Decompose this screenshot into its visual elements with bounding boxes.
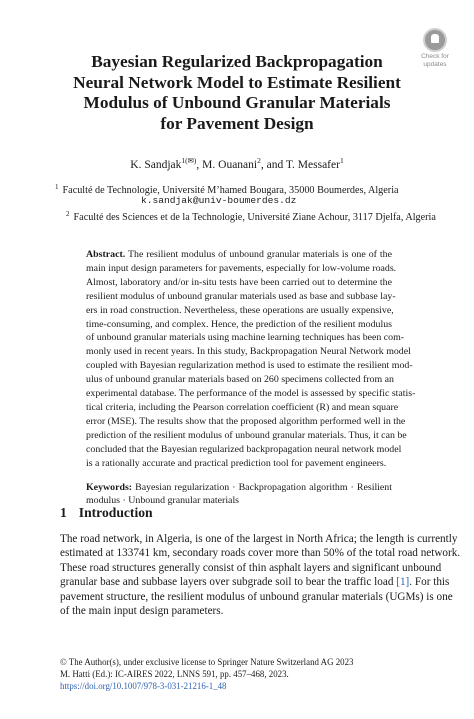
author-messafer: , and T. Messafer: [260, 159, 340, 171]
author-email[interactable]: k.sandjak@univ-boumerdes.dz: [141, 195, 297, 206]
abstract-line: is a rationally accurate and practical prediction tool for pavement engineers.: [86, 457, 387, 469]
author-sandjak: K. Sandjak: [130, 159, 182, 171]
author-ouanani-sup: 2: [257, 156, 261, 165]
affiliation-1-number: 1: [55, 183, 59, 191]
publication-line: M. Hatti (Ed.): IC-AIRES 2022, LNNS 591, pp. 457–468, 2023.: [60, 668, 289, 679]
author-list: [0, 154, 474, 172]
body-line: These road structures generally consist of thin asphalt layers and significant unbound: [60, 561, 442, 574]
affiliation-2-number: 2: [66, 210, 70, 218]
author-messafer-sup: 1: [339, 156, 344, 165]
citation-link[interactable]: [1]: [396, 576, 410, 589]
bookmark-icon: [423, 28, 447, 52]
abstract-line: resilient modulus of unbound granular materials used as base and subbase lay-: [86, 290, 396, 302]
abstract-line: time-consuming, and complex. Hence, the prediction of the resilient modulus: [86, 318, 392, 330]
abstract-label: Abstract.: [86, 249, 126, 260]
body-line: The road network, in Algeria, is one of the largest in North Africa; the length is currently: [60, 533, 458, 545]
abstract-line: prediction of the resilient modulus of unbound granular materials. Thus, it can be: [86, 429, 407, 441]
title-line-2: Neural Network Model to Estimate Resilient: [73, 72, 401, 92]
abstract-line: monly used in recent years. In this study, Backpropagation Neural Network model: [86, 346, 411, 358]
abstract-line: concluded that the Bayesian regularized backpropagation neural network model: [86, 443, 402, 455]
paper-title: [60, 52, 414, 134]
abstract-line: Almost, laboratory and/or in-situ tests have been carried out to determine the: [86, 276, 392, 288]
body-line: granular base and subbase layers over subgrade soil to bear the traffic load [1]. For this: [60, 576, 450, 589]
author-sandjak-sup: 1(✉): [181, 156, 197, 165]
copyright-line: © The Author(s), under exclusive license to Springer Nature Switzerland AG 2023: [60, 657, 354, 667]
abstract-line: coupled with Bayesian regularization method is used to estimate the resilient mod-: [86, 360, 413, 372]
title-line-4: for Pavement Design: [160, 113, 314, 133]
check-for-updates-badge[interactable]: [417, 28, 453, 66]
affiliation-1-text: Faculté de Technologie, Université M’hamed Bougara, 35000 Boumerdes, Algeria: [62, 185, 399, 196]
doi-link[interactable]: https://doi.org/10.1007/978-3-031-21216-1_48: [60, 680, 227, 691]
abstract-line: tical criteria, including the Pearson correlation coefficient (R) and mean square: [86, 401, 399, 413]
abstract-block: [86, 248, 416, 508]
keywords-line: Keywords: Bayesian regularization · Backpropagation algorithm · Resilient: [86, 481, 392, 493]
title-line-1: Bayesian Regularized Backpropagation: [91, 52, 383, 71]
abstract-line: experimental database. The performance of the model is assessed by specific statis-: [86, 388, 416, 400]
abstract-line: Abstract. The resilient modulus of unbound granular materials is one of the: [86, 249, 392, 260]
body-line: pavement structure, the resilient modulus of unbound granular materials (UGMs) is one: [60, 590, 453, 603]
keywords-label: Keywords:: [86, 481, 133, 493]
keywords-line: modulus · Unbound granular materials: [86, 495, 240, 507]
section-number: 1: [60, 505, 67, 520]
introduction-paragraph: [60, 532, 461, 618]
badge-label-2: updates: [423, 61, 447, 68]
abstract-line: main input design parameters for pavements, especially for low-volume roads.: [86, 262, 397, 274]
author-ouanani: , M. Ouanani: [196, 159, 258, 171]
affiliation-2: [66, 208, 436, 224]
abstract-line: ers in road construction. Nevertheless, these operations are usually expensive,: [86, 304, 394, 316]
badge-label-1: Check for: [421, 53, 449, 60]
abstract-line: of unbound granular materials using machine learning techniques has been com-: [86, 332, 405, 344]
section-title: Introduction: [78, 505, 153, 520]
abstract-line: ulus of unbound granular materials based on 260 specimens collected from an: [86, 374, 394, 386]
section-heading: [60, 505, 153, 521]
copyright-footer: [60, 657, 353, 693]
body-line: estimated at 133741 km, secondary roads cover more than 50% of the total road network.: [60, 547, 461, 560]
affiliation-2-text: Faculté des Sciences et de la Technologie, Université Ziane Achour, 3117 Djelfa, Algeria: [73, 212, 436, 223]
body-line: of the main input design parameters.: [60, 605, 224, 618]
abstract-line: error (MSE). The results show that the proposed algorithm performed well in the: [86, 415, 406, 427]
title-line-3: Modulus of Unbound Granular Materials: [83, 93, 391, 112]
